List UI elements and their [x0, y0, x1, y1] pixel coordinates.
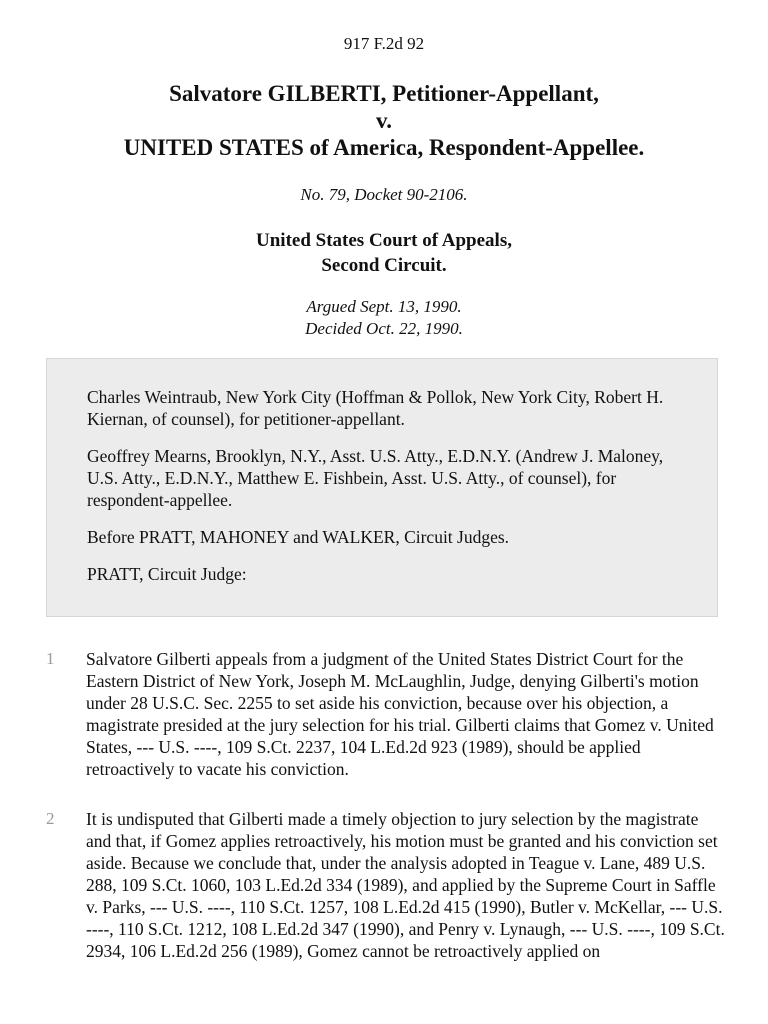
decided-date: Decided Oct. 22, 1990.: [305, 319, 463, 338]
court-name-line-1: United States Court of Appeals,: [256, 230, 512, 251]
case-dates: [0, 296, 768, 340]
petitioner-line: Salvatore GILBERTI, Petitioner-Appellant,: [169, 81, 599, 106]
opinion-author: PRATT, Circuit Judge:: [87, 564, 247, 584]
docket-number: No. 79, Docket 90-2106.: [300, 185, 468, 204]
petitioner-counsel: Charles Weintraub, New York City (Hoffman & Pollok, New York City, Robert H. Kiernan, of counsel), for petitioner-appellant.: [87, 387, 664, 429]
case-caption: [0, 80, 768, 161]
paragraph-text: Salvatore Gilberti appeals from a judgment of the United States District Court for the Eastern District of New York, Joseph M. McLaughlin, Judge, denying Gilberti's motion under 28 U.S.C. Sec. 2255 to set aside his conviction, because over his objection, a magistrate presided at the jury selection for his trial. Gilberti claims that Gomez v. United States, --- U.S. ----, 109 S.Ct. 2237, 104 L.Ed.2d 923 (1989), should be applied retroactively to vacate his conviction.: [86, 649, 714, 779]
versus-line: v.: [376, 108, 392, 133]
respondent-line: UNITED STATES of America, Respondent-Appellee.: [123, 135, 645, 160]
respondent-counsel: Geoffrey Mearns, Brooklyn, N.Y., Asst. U.S. Atty., E.D.N.Y. (Andrew J. Maloney, U.S. Atty., E.D.N.Y., Matthew E. Fishbein, Asst. U.S. Atty., of counsel), for respondent-appellee.: [87, 446, 664, 510]
paragraph-text: It is undisputed that Gilberti made a timely objection to jury selection by the magistrate and that, if Gomez applies retroactively, his motion must be granted and his conviction set aside. Because we conclude that, under the analysis adopted in Teague v. Lane, 489 U.S. 288, 109 S.Ct. 1060, 103 L.Ed.2d 334 (1989), and applied by the Supreme Court in Saffle v. Parks, --- U.S. ----, 110 S.Ct. 1257, 108 L.Ed.2d 415 (1990), Butler v. McKellar, --- U.S. ----, 110 S.Ct. 1212, 108 L.Ed.2d 347 (1990), and Penry v. Lynaugh, --- U.S. ----, 109 S.Ct. 2934, 106 L.Ed.2d 256 (1989), Gomez cannot be retroactively applied on: [86, 809, 725, 961]
paragraph-number: 2: [46, 809, 55, 828]
case-citation: 917 F.2d 92: [343, 34, 425, 53]
paragraph-number: 1: [46, 649, 55, 668]
counsel-panel: [46, 358, 718, 617]
judges-panel: Before PRATT, MAHONEY and WALKER, Circuit Judges.: [87, 527, 510, 547]
court-name-line-2: Second Circuit.: [321, 255, 447, 276]
court-name: [0, 228, 768, 278]
argued-date: Argued Sept. 13, 1990.: [306, 297, 462, 316]
